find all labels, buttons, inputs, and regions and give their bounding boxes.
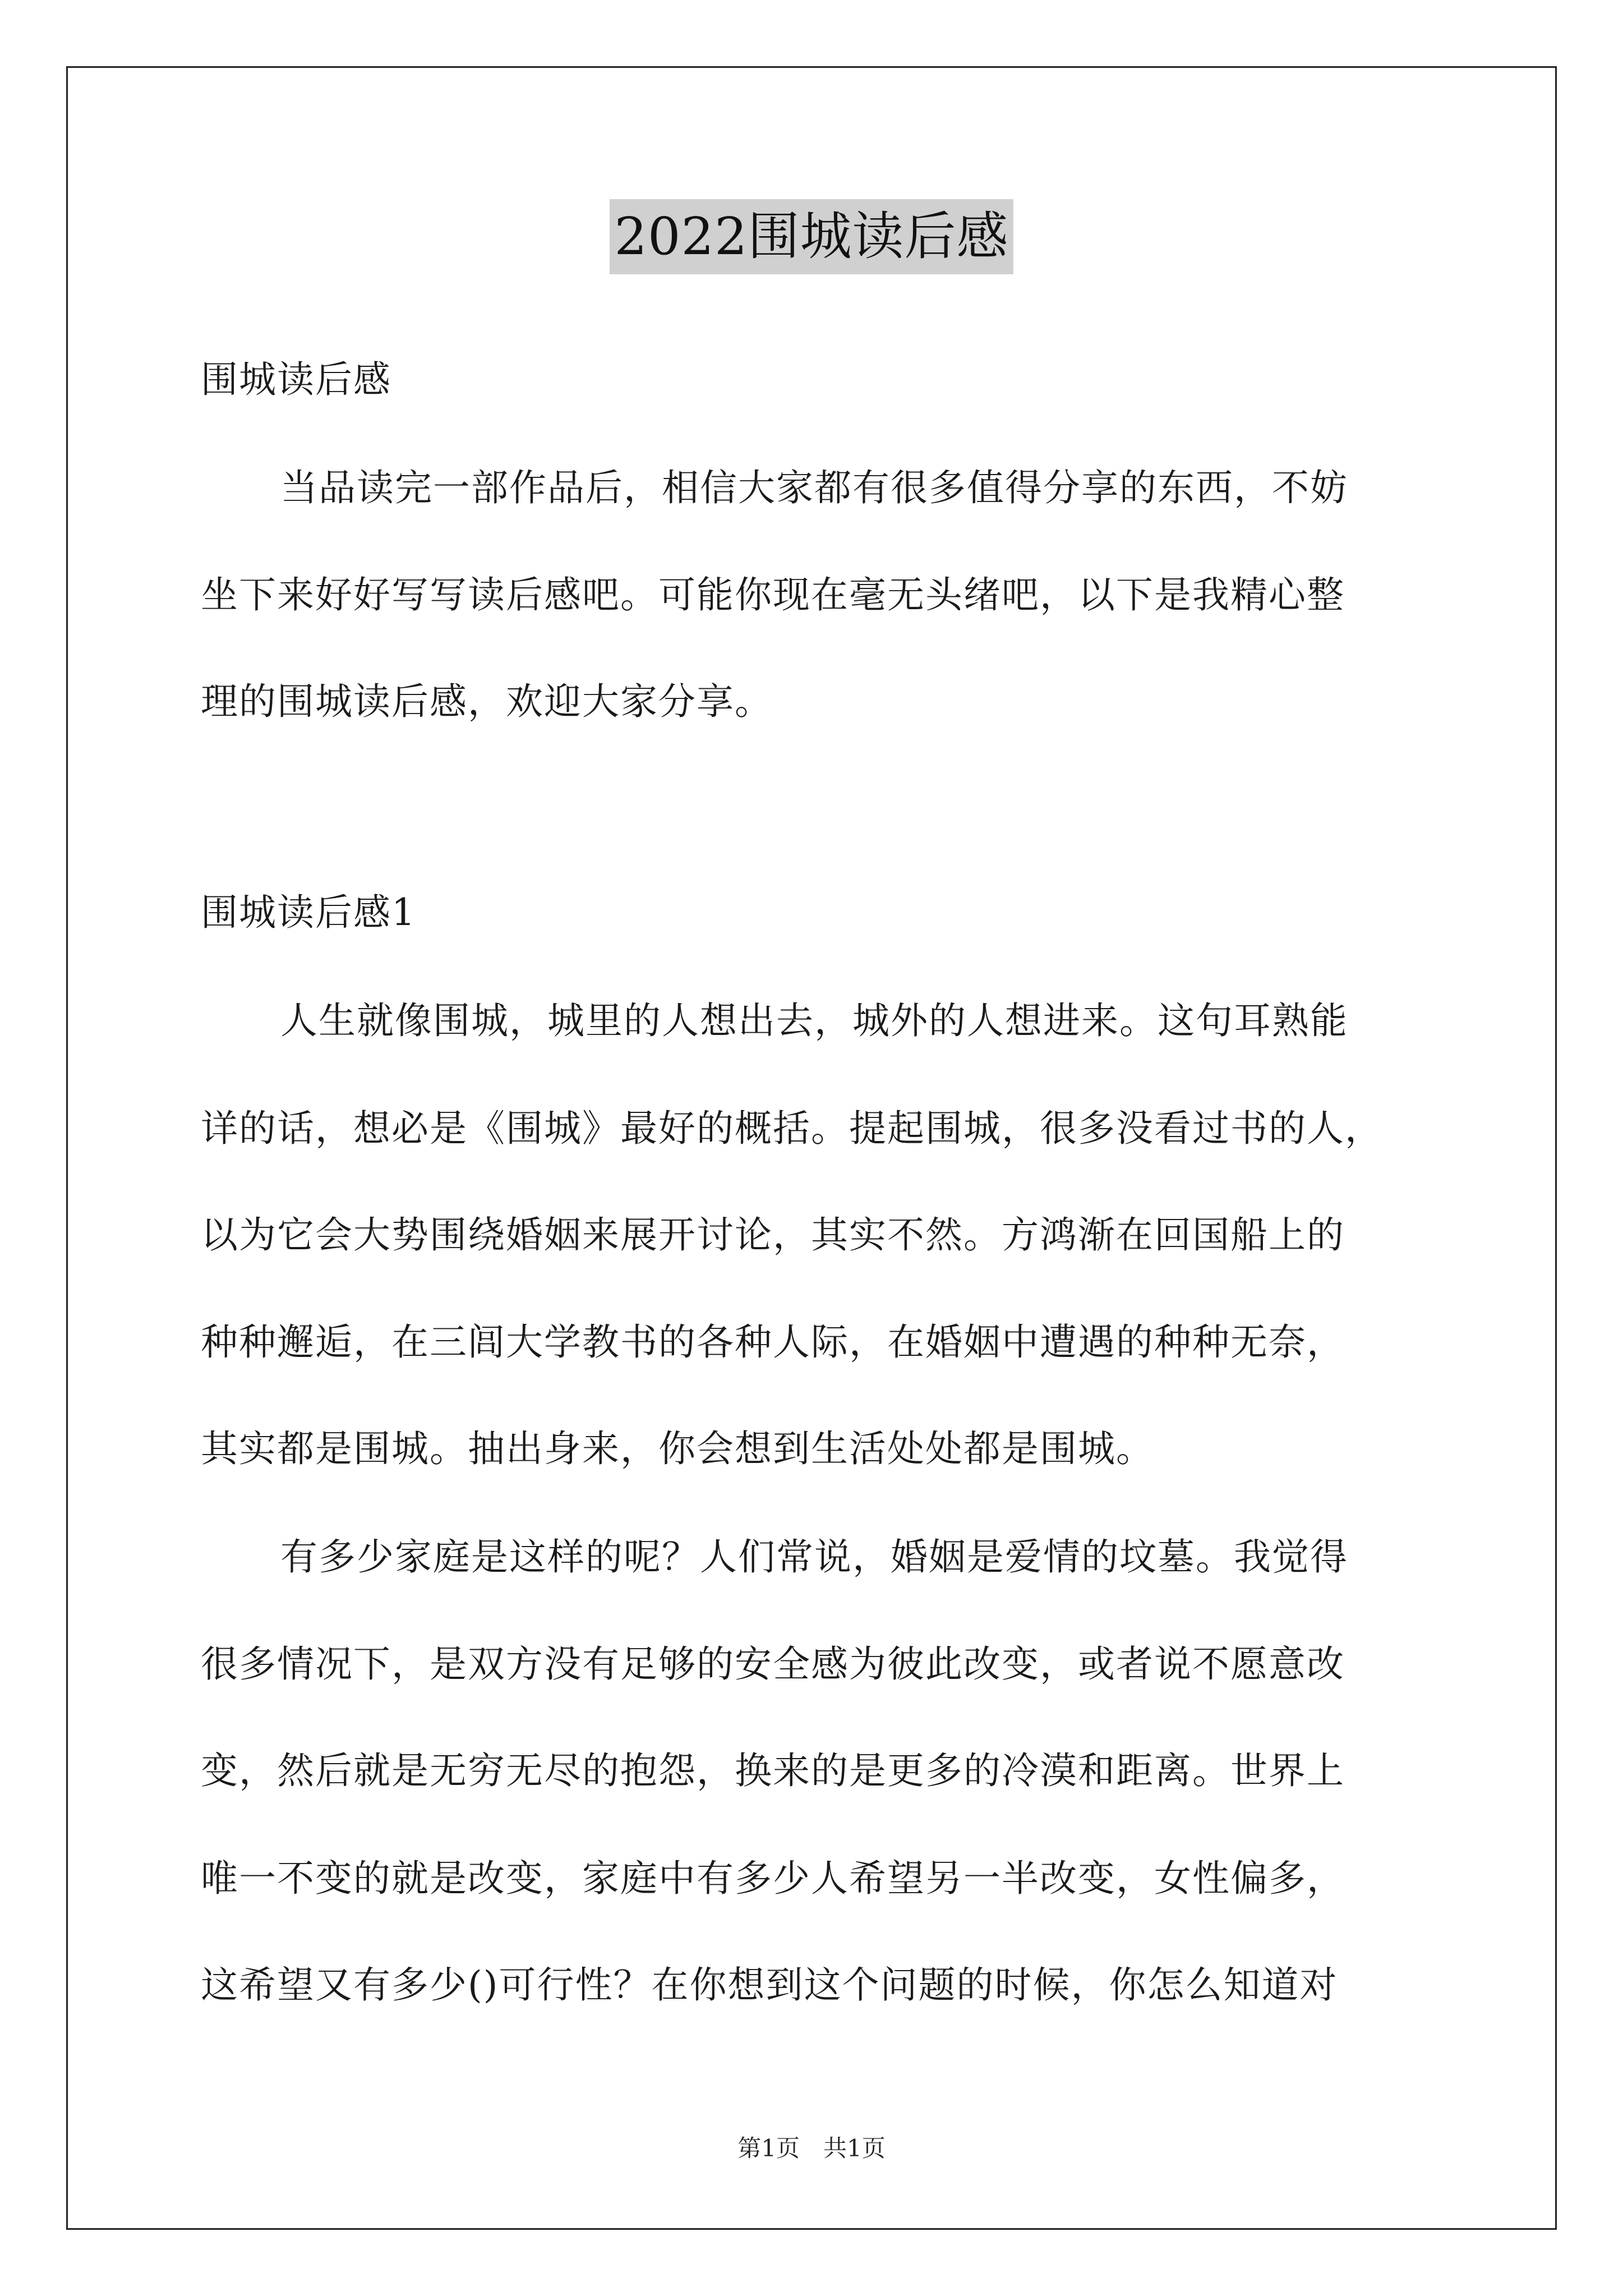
paragraph-line: 有多少家庭是这样的呢？人们常说，婚姻是爱情的坟墓。我觉得 — [280, 1535, 1348, 1579]
paragraph-line: 很多情况下，是双方没有足够的安全感为彼此改变，或者说不愿意改 — [201, 1642, 1345, 1686]
paragraph-line: 种种邂逅，在三闾大学教书的各种人际，在婚姻中遭遇的种种无奈， — [201, 1320, 1345, 1364]
paragraph-line: 这希望又有多少()可行性？在你想到这个问题的时候，你怎么知道对 — [201, 1963, 1338, 2007]
intro-line: 理的围城读后感，欢迎大家分享。 — [201, 680, 773, 723]
paragraph-line: 以为它会大势围绕婚姻来展开讨论，其实不然。方鸿渐在回国船上的 — [201, 1213, 1345, 1257]
section-heading: 围城读后感1 — [201, 891, 416, 934]
paragraph-line: 其实都是围城。抽出身来，你会想到生活处处都是围城。 — [201, 1427, 1154, 1470]
title-container — [0, 199, 1623, 274]
paragraph-line: 变，然后就是无穷无尽的抱怨，换来的是更多的冷漠和距离。世界上 — [201, 1749, 1345, 1792]
document-subtitle: 围城读后感 — [201, 358, 391, 401]
paragraph-line: 人生就像围城，城里的人想出去，城外的人想进来。这句耳熟能 — [280, 999, 1348, 1042]
paragraph-line: 详的话，想必是《围城》最好的概括。提起围城，很多没看过书的人， — [201, 1107, 1383, 1150]
intro-line: 当品读完一部作品后，相信大家都有很多值得分享的东西，不妨 — [280, 466, 1348, 509]
paragraph-line: 唯一不变的就是改变，家庭中有多少人希望另一半改变，女性偏多， — [201, 1857, 1345, 1900]
page-number: 第1页 共1页 — [737, 2134, 886, 2162]
document-title: 2022围城读后感 — [610, 199, 1013, 274]
intro-line: 坐下来好好写写读后感吧。可能你现在毫无头绪吧，以下是我精心整 — [201, 573, 1345, 616]
